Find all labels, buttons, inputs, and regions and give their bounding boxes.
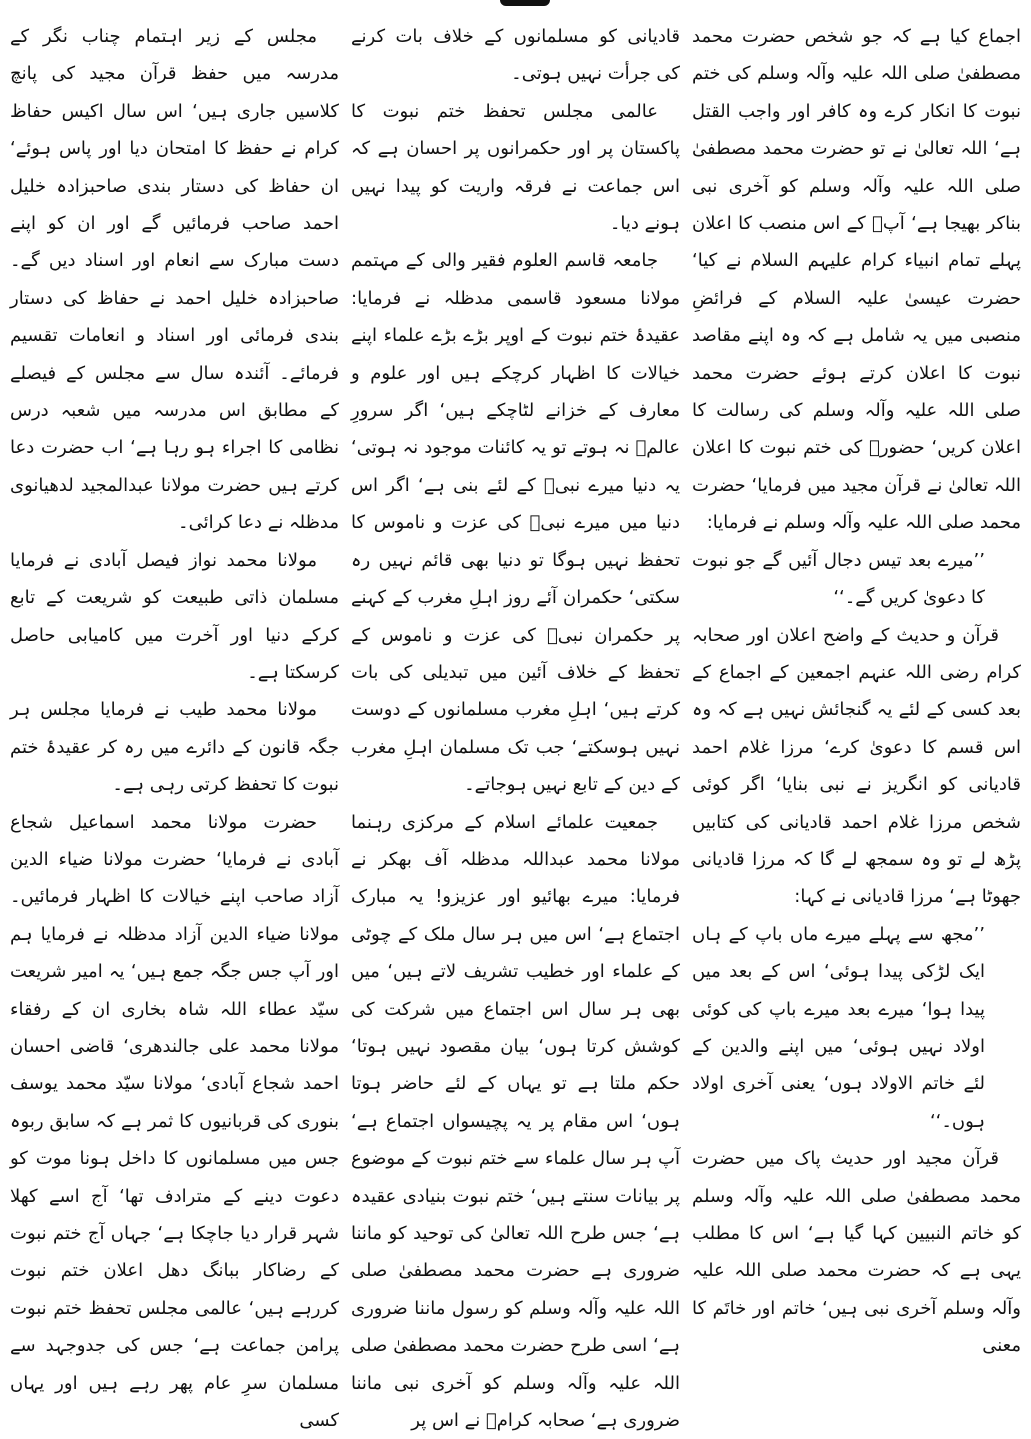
paragraph: جامعہ قاسم العلوم فقیر والی کے مہتمم مولانا مسعود قاسمی مدظلہ نے فرمایا: عقیدۂ ختم نبوت کے اوپر بڑے بڑے علماء اپنے خیالات کا اظہار کرچکے ہیں اور علوم و معارف کے خزانے لٹاچکے ہیں‘ اگر سرورِ عالمؐ نہ ہوتے تو یہ کائنات موجود نہ ہوتی‘ یہ دنیا میرے نبیؐ کے لئے بنی ہے‘ اگر اس دنیا میں میرے نبیؐ کی عزت و ناموس کا تحفظ نہیں ہوگا تو دنیا بھی قائم نہیں رہ سکتی‘ حکمران آئے روز اہلِ مغرب کے کہنے پر حکمران نبیؐ کی عزت و ناموس کے تحفظ کے خلاف آئین میں تبدیلی کی بات کرتے ہیں‘ اہلِ مغرب مسلمانوں کے دوست نہیں ہوسکتے‘ جب تک مسلمان اہلِ مغرب کے دین کے تابع نہیں ہوجاتے۔ bbox=[351, 250, 680, 796]
paragraph: قادیانی کو مسلمانوں کے خلاف بات کرنے کی جرأت نہیں ہوتی۔ bbox=[351, 26, 680, 85]
paragraph: مجلس کے زیر اہتمام چناب نگر کے مدرسہ میں حفظ قرآن مجید کی پانچ کلاسیں جاری ہیں‘ اس سال اکیس حفاظ کرام نے حفظ کا امتحان دیا اور پاس ہوئے‘ ان حفاظ کی دستار بندی صاحبزادہ خلیل احمد صاحب فرمائیں گے اور ان کو اپنے دست مبارک سے انعام اور اسناد دیں گے۔ صاحبزادہ خلیل احمد نے حفاظ کی دستار بندی فرمائی اور اسناد و انعامات تقسیم فرمائے۔ آئندہ سال سے مجلس کے فیصلے کے مطابق اس مدرسہ میں شعبہ درس نظامی کا اجراء ہو رہا ہے‘ اب حضرت دعا کرتے ہیں حضرت مولانا عبدالمجید لدھیانوی مدظلہ نے دعا کرائی۔ bbox=[10, 26, 339, 534]
paragraph: عالمی مجلس تحفظ ختم نبوت کا پاکستان پر اور حکمرانوں پر احسان ہے کہ اس جماعت نے فرقہ واریت کو پیدا نہیں ہونے دیا۔ bbox=[351, 100, 680, 235]
quotation: ’’مجھ سے پہلے میرے ماں باپ کے ہاں ایک لڑکی پیدا ہوئی‘ اس کے بعد میں پیدا ہوا‘ میرے بعد میرے باپ کی کوئی اولاد نہیں ہوئی‘ میں اپنے والدین کے لئے خاتم الاولاد ہوں‘ یعنی آخری اولاد ہوں۔‘‘ bbox=[692, 923, 985, 1132]
paragraph: مولانا محمد نواز فیصل آبادی نے فرمایا مسلمان ذاتی طبیعت کو شریعت کے تابع کرکے دنیا اور آخرت میں کامیابی حاصل کرسکتا ہے۔ bbox=[10, 549, 339, 683]
text-columns bbox=[10, 18, 1021, 1432]
top-decoration bbox=[500, 0, 550, 6]
paragraph: حضرت مولانا محمد اسماعیل شجاع آبادی نے فرمایا‘ حضرت مولانا ضیاء الدین آزاد صاحب اپنے خیالات کا اظہار فرمائیں۔ مولانا ضیاء الدین آزاد مدظلہ نے فرمایا ہم اور آپ جس جگہ جمع ہیں‘ یہ امیر شریعت سیّد عطاء اللہ شاہ بخاری ان کے رفقاء مولانا محمد علی جالندھری‘ قاضی احسان احمد شجاع آبادی‘ مولانا سیّد محمد یوسف بنوری کی قربانیوں کا ثمر ہے کہ سابق ربوہ جس میں مسلمانوں کا داخل ہونا موت کو دعوت دینے کے مترادف تھا‘ آج اسے کھلا شہر قرار دیا جاچکا ہے‘ جہاں آج ختم نبوت کے رضاکار ببانگ دھل اعلان ختم نبوت کررہے ہیں‘ عالمی مجلس تحفظ ختم نبوت پرامن جماعت ہے‘ جس کی جدوجہد سے مسلمان سرِ عام پھر رہے ہیں اور یہاں کسی bbox=[10, 811, 339, 1432]
column-middle bbox=[351, 18, 680, 1432]
paragraph: قرآن مجید اور حدیث پاک میں حضرت محمد مصطفیٰ صلی اللہ علیہ وآلہ وسلم کو خاتم النبیین کہا گیا ہے‘ اس کا مطلب یہی ہے کہ حضرت محمد صلی اللہ علیہ وآلہ وسلم آخری نبی ہیں‘ خاتم اور خاتَم کا معنی bbox=[692, 1148, 1021, 1357]
paragraph: قرآن و حدیث کے واضح اعلان اور صحابہ کرام رضی اللہ عنہم اجمعین کے اجماع کے بعد کسی کے لئے یہ گنجائش نہیں ہے کہ وہ اس قسم کا دعویٰ کرے‘ مرزا غلام احمد قادیانی کو انگریز نے نبی بنایا‘ اگر کوئی شخص مرزا غلام احمد قادیانی کی کتابیں پڑھ لے تو وہ سمجھ لے گا کہ مرزا قادیانی جھوٹا ہے‘ مرزا قادیانی نے کہا: bbox=[692, 624, 1021, 908]
paragraph: اجماع کیا ہے کہ جو شخص حضرت محمد مصطفیٰ صلی اللہ علیہ وآلہ وسلم کی ختم نبوت کا انکار کرے وہ کافر اور واجب القتل ہے‘ اللہ تعالیٰ نے تو حضرت محمد مصطفیٰ صلی اللہ علیہ وآلہ وسلم کو آخری نبی بناکر بھیجا ہے‘ آپؐ کے اس منصب کا اعلان پہلے تمام انبیاء کرام علیہم السلام نے کیا‘ حضرت عیسیٰ علیہ السلام کے فرائضِ منصبی میں یہ شامل ہے کہ وہ اپنے مقاصد نبوت کا اعلان کرتے ہوئے حضرت محمد صلی اللہ علیہ وآلہ وسلم کی رسالت کا اعلان کریں‘ حضورؐ کی ختم نبوت کا اعلان اللہ تعالیٰ نے قرآن مجید میں فرمایا‘ حضرت محمد صلی اللہ علیہ وآلہ وسلم نے فرمایا: bbox=[692, 26, 1021, 534]
quotation: ’’میرے بعد تیس دجال آئیں گے جو نبوت کا دعویٰ کریں گے۔‘‘ bbox=[692, 549, 985, 609]
column-right bbox=[10, 18, 339, 1432]
paragraph: مولانا محمد طیب نے فرمایا مجلس ہر جگہ قانون کے دائرے میں رہ کر عقیدۂ ختم نبوت کا تحفظ کرتی رہی ہے۔ bbox=[10, 699, 339, 796]
paragraph: جمعیت علمائے اسلام کے مرکزی رہنما مولانا محمد عبداللہ مدظلہ آف بھکر نے فرمایا: میرے بھائیو اور عزیزو! یہ مبارک اجتماع ہے‘ اس میں ہر سال ملک کے چوٹی کے علماء اور خطیب تشریف لاتے ہیں‘ میں بھی ہر سال اس اجتماع میں شرکت کی کوشش کرتا ہوں‘ بیان مقصود نہیں ہوتا‘ حکم ملتا ہے تو یہاں کے لئے حاضر ہوتا ہوں‘ اس مقام پر یہ پچیسواں اجتماع ہے‘ آپ ہر سال علماء سے ختم نبوت کے موضوع پر بیانات سنتے ہیں‘ ختم نبوت بنیادی عقیدہ ہے‘ جس طرح اللہ تعالیٰ کی توحید کو ماننا ضروری ہے حضرت محمد مصطفیٰ صلی اللہ علیہ وآلہ وسلم کو رسول ماننا ضروری ہے‘ اسی طرح حضرت محمد مصطفیٰ صلی اللہ علیہ وآلہ وسلم کو آخری نبی ماننا ضروری ہے‘ صحابہ کرامؓ نے اس پر bbox=[351, 811, 680, 1432]
column-left bbox=[692, 18, 1021, 1366]
